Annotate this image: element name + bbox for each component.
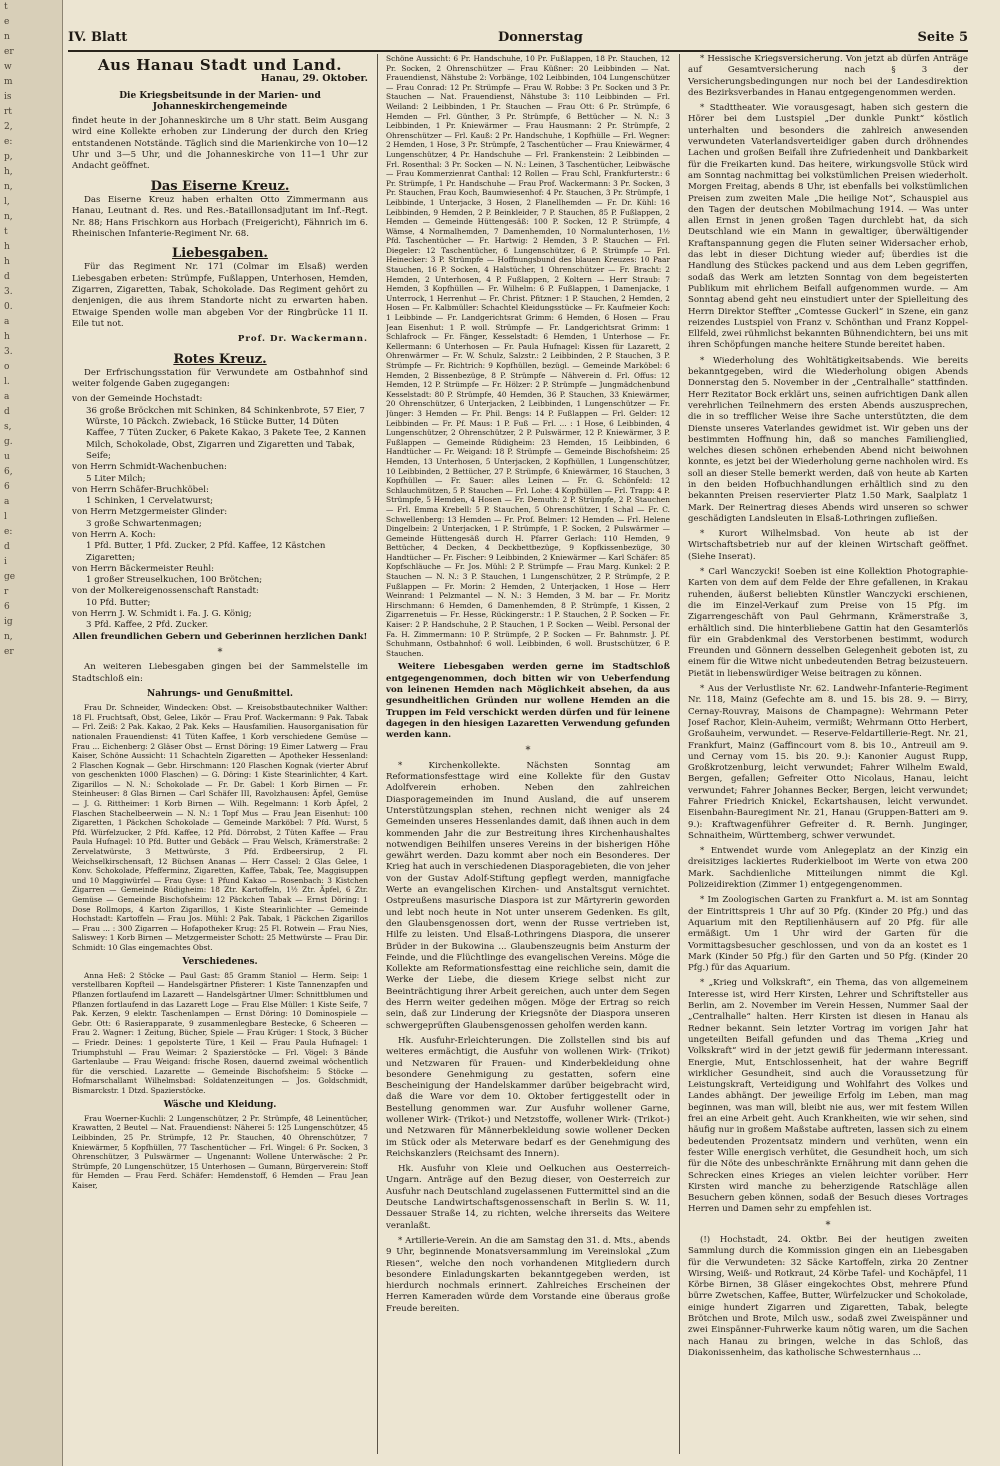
donation-list bbox=[72, 394, 368, 631]
edge-fragment: t bbox=[4, 2, 8, 12]
edge-fragment: r bbox=[4, 587, 9, 597]
sheet-number: IV. Blatt bbox=[68, 30, 128, 45]
article-heading: Rotes Kreuz. bbox=[173, 351, 267, 367]
edge-fragment: l bbox=[4, 512, 7, 522]
edge-fragment: 6 bbox=[4, 602, 10, 612]
article-text: Hk. Ausfuhr-Erleichterungen. Die Zollstellen sind bis auf weiteres ermächtigt, die Ausfuhr von wollenen Wirk- (Trikot) und Netzwaren für Frauen- und Kinderbekleidung ohne besondere Genehmigung zu gestatten, sofern eine Bescheinigung der Handelskammer darüber beigebracht wird, daß die Ware vor dem 10. Oktober fertiggestellt oder in Bestellung genommen war. Zur Ausfuhr wollener Garne, wollener Wirk- (Trikot-) und Netzstoffe, wollener Wirk- (Trikot-) und Netzwaren für Männerbekleidung sowie wollener Decken im Stück oder als Meterware bedarf es der Genehmigung des Reichskanzlers (Reichsamt des Innern). bbox=[386, 1035, 670, 1159]
edge-fragment: w bbox=[4, 62, 12, 72]
article-text: * Hessische Kriegsversicherung. Von jetzt ab dürfen Anträge auf Gesamtversicherung nach § 3 der Versicherungsbedingungen nur noch bei der Landesdirektion des Bezirksverbandes in Hanau entgegengenommen werden. bbox=[688, 54, 968, 98]
edge-fragment: h bbox=[4, 257, 10, 267]
edge-fragment: n, bbox=[4, 632, 13, 642]
article-text: * Im Zoologischen Garten zu Frankfurt a. M. ist am Sonntag der Eintrittspreis 1 Uhr auf 30 Pfg. (Kinder 20 Pfg.) und das Aquarium mit den Reptilienhäusern auf 20 Pfg. für alle ermäßigt. Um 1 Uhr wird der Garten für die Vormittagsbesucher geschlossen, und von da an kostet es 1 Mark (Kinder 50 Pfg.) für den Garten und 50 Pfg. (Kinder 20 Pfg.) für das Aquarium. bbox=[688, 895, 968, 974]
article-heading: Liebesgaben. bbox=[172, 246, 268, 262]
signature: Prof. Dr. Wackermann. bbox=[237, 334, 368, 345]
column-rule bbox=[679, 54, 680, 1454]
edge-fragment: l, bbox=[4, 197, 10, 207]
edge-fragment: a bbox=[4, 392, 10, 402]
edge-fragment: n, bbox=[4, 182, 13, 192]
edge-fragment: er bbox=[4, 47, 14, 57]
article-text: * Wiederholung des Wohltätigkeitsabends. Wie bereits bekanntgegeben, wird die Wiederholung obigen Abends Donnerstag den 5. November in der „Centralhalle“ stattfinden. Herr Rezitator Bock erklärt uns, seinen aufrichtigen Dank allen verehrlichen Teilnehmern des ersten Abends auszusprechen, die in so trefflicher Weise ihre Sache unterstützten, die dem Dienste unseres Vaterlandes gewidmet ist. Wir geben uns der bestimmten Hoffnung hin, daß so manches Familienglied, welches diesen schönen erhebenden Abend nicht beiwohnen konnte, es jetzt bei der Wiederholung gerne nachholen wird. Es soll an dieser Stelle bemerkt werden, daß von heute ab Karten in den beiden Hofbuchhandlungen erhältlich sind zu den bekannten Preisen reservierter Platz 1.50 Mark, Saalplatz 1 Mark. Der Reinertrag dieses Abends wird unseren so schwer geschädigten Landsleuten in Elsaß-Lothringen zufließen. bbox=[688, 355, 968, 524]
edge-fragment: ge bbox=[4, 572, 16, 582]
edge-fragment: n bbox=[4, 32, 10, 42]
article-text: Der Erfrischungsstation für Verwundete am Ostbahnhof sind weiter folgende Gaben zugegangen: bbox=[72, 367, 368, 390]
donation-line: von Herrn Bäckermeister Reuhl: bbox=[72, 563, 215, 574]
edge-fragment: ig bbox=[4, 617, 13, 627]
donation-line: 3 große Schwartenmagen; bbox=[86, 518, 202, 529]
donation-line: 36 große Bröckchen mit Schinken, 84 Schinkenbrote, 57 Eier, 7 Würste, 10 Päckch. Zwieback, 16 Stücke Butter, 14 Düten Kaffee, 7 Tüten Zucker, 6 Pakete Kakao, 3 Pakete Tee, 2 Kannen Milch, Schokolade, Obst, Zigarren und Zigaretten und Tabak, Seife; bbox=[86, 405, 367, 461]
article-text: Das Eiserne Kreuz haben erhalten Otto Zimmermann aus Hanau, Leutnant d. Res. und Res.-Bataillonsadjutant im Inf.-Regt. Nr. 88; Hans Frischkorn aus Horbach (Freigericht), Fähnrich im 6. Rheinischen Infanterie-Regiment Nr. 68. bbox=[72, 194, 368, 239]
donation-line: von Herrn A. Koch: bbox=[72, 529, 156, 540]
donation-line: 1 großer Streuselkuchen, 100 Brötchen; bbox=[86, 575, 263, 586]
article-text: An weiteren Liebesgaben gingen bei der Sammelstelle im Stadtschloß ein: bbox=[72, 662, 368, 684]
column-left bbox=[72, 54, 368, 1454]
adjacent-page-edge bbox=[0, 0, 63, 1466]
edge-fragment: er bbox=[4, 647, 14, 657]
column-rule bbox=[377, 54, 378, 1454]
edge-fragment: 6, bbox=[4, 467, 13, 477]
article-text: (!) Hochstadt, 24. Oktbr. Bei der heutigen zweiten Sammlung durch die Kommission gingen ein an Liebesgaben für die Verwundeten: 32 Säcke Kartoffeln, zirka 20 Zentner Wirsing, Weiß- und Rotkraut, 24 Körbe Tafel- und Kochäpfel, 11 Körbe Birnen, 38 Gläser eingekochtes Obst, mehrere Pfund bürre Zwetschen, Kaffee, Butter, Würfelzucker und Schokolade, einige hundert Zigarren und Zigaretten, Tabak, belegte Brötchen und Brote, Milch usw., sodaß zwei Zweispänner und zwei Einspänner-Fuhrwerke kaum nötig waren, um die Sachen nach Hanau zu bringen, welche in das Schloß, das Diakonissenheim, das katholische Schwesternhaus ... bbox=[688, 1234, 968, 1358]
donation-line: 10 Pfd. Butter; bbox=[86, 597, 151, 608]
donation-line: von Herrn J. W. Schmidt i. Fa. J. G. König; bbox=[72, 609, 252, 620]
edge-fragment: l. bbox=[4, 377, 10, 387]
donation-line: von der Gemeinde Hochstadt: bbox=[72, 394, 203, 405]
subheading: Verschiedenes. bbox=[182, 956, 258, 967]
article-text: Frau Dr. Schneider, Windecken: Obst. — Kreisobstbautechniker Walther: 18 Fl. Fruchtsaft, Obst, Gelee, Likör — Frau Prof. Wackermann: 9 Pak. Tabak — Frl. Zeiß: 2 Pak. Kakao, 2 Pak. Keks — Hausfamilien. Hausorganisation für nationalen Frauendienst: 41 Tüten Kaffee, 1 Korb verschiedene Gemüse — Frau ... Eichenberg: 2 Gläser Obst — Ernst Döring: 19 Eimer Latwerg — Frau Kaiser, Schöne Aussicht: 11 Schachteln Zigaretten — Apotheker Hessenland: 2 Flaschen Kognak — Gebr. Hirschmann: 120 Flaschen Kognak (vierter Abruf von geschenkten 1000 Flaschen) — G. Döring: 1 Kiste Stearinlichter, 4 Kart. Zigarillos — N. N.: Schokolade — Fr. Dr. Gabel: 1 Korb Birnen — Fr. Steinheuser: 8 Glas Birnen — Carl Schäfer III, Ravolzhausen: Äpfel, Gemüse — J. G. Rittheimer: 1 Korb Birnen — Wilh. Regelmann: 1 Korb Äpfel, 2 Flaschen Stachelbeerwein — N. N.: 1 Topf Mus — Frau Jean Eisenhut: 100 Zigaretten, 1 Päckchen Schokolade — Gemeinde Marköbel: 7 Pfd. Wurst, 5 Pfd. Würfelzucker, 2 Pfd. Kaffee, 12 Pfd. Dörrobst, 2 Tüten Kaffee — Frau Paula Hufnagel: 10 Pfd. Butter und Gebäck — Frau Welsch, Krämerstraße: 2 Zervelatwürste, 3 Mettwürste, 3 Pfd. Erdbeersirup, 2 Fl. Weichselkirschensaft, 12 Büchsen Ananas — Herr Cassel: 2 Glas Gelee, 1 Konv. Schokolade, Pfefferminz, Zigaretten, Kaffee, Tabak, Tee, Maggisuppen und 10 Maggiwürfel — Frau Gyse: 1 Pfund Kakao — Rosenbach: 3 Kistchen Zigarren — Gemeinde Rüdigheim: 18 Ztr. Kartoffeln, 1½ Ztr. Äpfel, 6 Ztr. Gemüse — Gemeinde Bischofsheim: 12 Päckchen Tabak — Ernst Döring: 1 Dose Rollmops, 4 Karton Zigarillos, 1 Kiste Stearinlichter — Gemeinde Hochstadt: Kartoffeln — Frau Jos. Mühl: 2 Pak. Tabak, 1 Päckchen Zigarillos — Frau ... : 300 Zigarren — Hofapotheker Krug: 25 Fl. Rotwein — Frau Nies, Saliswey: 1 Korb Birnen — Metzgermeister Schott: 25 Mettwürste — Frau Dir. Schmidt: 10 Glas eingemachtes Obst. bbox=[72, 703, 368, 952]
article-text: Frau Woerner-Kuchli: 2 Lungenschützer, 2 Pr. Strümpfe, 48 Leinentücher, Krawatten, 2 Beutel — Nat. Frauendienst: Näherei 5: 125 Lungenschützer, 45 Leibbinden, 25 Pr. Strümpfe, 12 Pr. Stauchen, 40 Ohrenschützer, 7 Kniewärmer, 5 Kopfhüllen, 77 Taschentücher — Frl. Wingel: 6 Pr. Socken, 3 Ohrenschützer, 3 Pulswärmer — Ungenannt: Wollene Unterwäsche: 2 Pr. Strümpfe, 20 Lungenschützer, 15 Unterhosen — Gumann, Bürgerverein: Stoff für Hemden — Frau Ferd. Schäfer: Hemdenstoff, 6 Hemden — Frau Jean Kaiser, bbox=[72, 1113, 368, 1191]
donation-line: 1 Pfd. Butter, 1 Pfd. Zucker, 2 Pfd. Kaffee, 12 Kästchen Zigaretten; bbox=[86, 541, 326, 563]
donation-line: von der Molkereigenossenschaft Ranstadt: bbox=[72, 586, 259, 597]
edge-fragment: e bbox=[4, 17, 10, 27]
column-right bbox=[688, 54, 968, 1454]
article-text: * „Krieg und Volkskraft“, ein Thema, das von allgemeinem Interesse ist, wird Herr Kirsten, Lehrer und Schriftsteller aus Berlin, am 2. November im Verein Hessen, Nummer Saal der „Centralhalle“ halten. Herr Kirsten ist diesen in Hanau als Redner bekannt. Sein letzter Vortrag im vorigen Jahr hat ungeteilten Beifall gefunden und das Thema „Krieg und Volkskraft“ wird in der jetzt gewiß für jedermann interessant. Energie, Mut, Entschlossenheit, hat der wahre Begriff wirklicher Gesundheit, sind auch die Voraussetzung für Leistungskraft, Verteidigung und Wohlfahrt des Volkes und Landes abhängt. Der jeweilige Erfolg im Leben, man mag beginnen, was man will, bleibt nie aus, wer mit festem Willen frei an eine Arbeit geht. Auch Krankheiten, wie wir sehen, sind häufig nur in großem Maßstabe auftreten, lassen sich zu einem bedeutenden Prozentsatz mindern und verhüten, wenn ein fester Wille energisch verhütet, die Gesundheit hoch, um sich für die Nöte des unbeschränkte Ernährung mit dann gehen die Schrecken eines Krieges an vielen leichter vorüber. Herr Kirsten wird manche zu beherzigende Ratschläge allen Besuchern geben können, sodaß der Besuch dieses Vortrages Herren und Damen sehr zu empfehlen ist. bbox=[688, 978, 968, 1215]
separator: * bbox=[525, 745, 531, 757]
separator: * bbox=[825, 1219, 831, 1231]
separator: * bbox=[217, 646, 223, 658]
edge-fragment: u bbox=[4, 452, 10, 462]
donation-line: von Herrn Schmidt-Wachenbuchen: bbox=[72, 462, 227, 473]
article-text: * Artillerie-Verein. An die am Samstag den 31. d. Mts., abends 9 Uhr, beginnende Monatsversammlung im Vereinslokal „Zum Riesen“, welche den noch vorhandenen Mitgliedern durch besondere Einladungskarten bekanntgegeben werden, ist hierdurch nochmals erinnert. Zahlreiches Erscheinen der Herren Kameraden würde dem Vorstande eine überaus große Freude bereiten. bbox=[386, 1235, 670, 1314]
edge-fragment: is bbox=[4, 92, 12, 102]
edge-fragment: i bbox=[4, 557, 7, 567]
article-text: * Kurort Wilhelmsbad. Von heute ab ist der Wirtschaftsbetrieb nur auf der kleinen Wirtschaft geöffnet. (Siehe Inserat). bbox=[688, 529, 968, 562]
edge-fragment: e: bbox=[4, 527, 13, 537]
edge-fragment: h bbox=[4, 242, 10, 252]
article-text: findet heute in der Johanneskirche um 8 Uhr statt. Beim Ausgang wird eine Kollekte erhoben zur Linderung der durch den Krieg entstandenen Notstände. Täglich sind die Marienkirche von 10—12 Uhr und 3—5 Uhr, und die Johanneskirche von 11—1 Uhr zur Andacht geöffnet. bbox=[72, 116, 368, 172]
article-text: Anna Heß: 2 Stöcke — Paul Gast: 85 Gramm Staniol — Herm. Seip: 1 verstellbaren Kopfteil — Handelsgärtner Pfisterer: 1 Kiste Tannenzapfen und Pflanzen fortlaufend im Lazarett — Handelsgärtner Ulmer: Schnittblumen und Pflanzen fortlaufend in das Lazarett Loge — Frau Else Müller: 1 Kiste Seife, 7 Pak. Kerzen, 9 elektr. Taschenlampen — Ernst Döring: 10 Dominospiele — Gebr. Ott: 6 Rasierapparate, 9 zusammenlegbare Bestecke, 6 Scheeren — Frau 2. Wagner: 1 Zeitung, Bücher, Spiele — Frau Krüger: 1 Stock, 3 Bücher — Friedr. Deines: 1 gepolsterte Türe, 1 Keil — Frau Paula Hufnagel: 1 Triumphstuhl — Frau Weimar: 2 Spazierstöcke — Frl. Vögel: 3 Bände Gartenlaube — Frau Weigand: frische Rosen, dauernd zweimal wöchentlich für die verschied. Lazarette — Gemeinde Bischofsheim: 5 Stöcke — Hofmarschallamt Wilhelmsbad: Soldatenzeitungen — Jos. Goldschmidt, Bismarckstr. 1 Dtzd. Spazierstöcke. bbox=[72, 970, 368, 1095]
article-text: Schöne Aussicht: 6 Pr. Handschuhe, 10 Pr. Fußlappen, 18 Pr. Stauchen, 12 Pr. Socken, 2 Ohrenschützer — Frau Küßner: 20 Leibbinden — Nat. Frauendienst, Nähstube 2: Vorbänge, 102 Leibbinden, 104 Lungenschützer — Frau Conrad: 12 Pr. Strümpfe — Frau W. Robbe: 3 Pr. Socken und 3 Pr. Stauchen — Nat. Frauendienst, Nähstube 3: 110 Leibbinden — Frl. Weiland: 2 Leibbinden, 1 Pr. Stauchen — Frau Ott: 6 Pr. Strümpfe, 6 Hemden — Frl. Günther, 3 Pr. Strümpfe, 6 Bettücher — N. N.: 3 Leibbinden, 1 Pr. Kniewärmer — Frau Hausmann: 2 Pr. Strümpfe, 2 Ohrenschützer — Frl. Kauß: 2 Pr. Handschuhe, 1 Kopfhülle — Frl. Wegner: 2 Hemden, 1 Hose, 3 Pr. Strümpfe, 2 Taschentücher — Frau Kniewärmer, 4 Lungenschützer, 4 Pr. Handschuhe — Frl. Frankenstein: 2 Leibbinden — Frl. Rosenthal: 3 Pr. Socken — N. N.: Leinen, 3 Taschentücher, Leibwäsche — Frau Kommerzienrat Canthal: 12 Rollen — Frau Schl, Frankfurterstr.: 6 Pr. Strümpfe, 1 Pr. Handschuhe — Frau Prof. Wackermann: 3 Pr. Socken, 3 Pr. Stauchen, Frau Koch, Baumwiesenhof: 4 Pr. Stauchen, 3 Pr. Strümpfe, 1 Leibbinde, 1 Unterjacke, 3 Hosen, 2 Flanellhemden — Fr. Dr. Kühl: 16 Leibbinden, 9 Hemden, 2 P. Beinkleider, 7 P. Stauchen, 85 P. Fußlappen, 2 Hemden — Gemeinde Hüttengesäß: 100 P. Socken, 12 P. Strümpfe, 4 Wämse, 4 Normalhemden, 7 Damenhemden, 10 Normalunterhosen, 1½ Pfd. Taschentücher — Fr. Hartwig: 2 Hemden, 3 P. Stauchen — Frl. Diegeler: 12 Taschentücher, 6 Lungenschützer, 6 P. Strümpfe — Frl. Heinecker: 3 P. Strümpfe — Hoffnungsbund des blauen Kreuzes: 10 Paar Stauchen, 16 P. Socken, 4 Halstücher, 1 Ohrenschützer — Fr. Bracht: 2 Hemden, 2 Unterhosen, 4 P. Fußlappen, 2 Koltern — Herr Straub: 7 Hemden, 3 Kopfhüllen — Fr. Wilhelm: 6 P. Fußlappen, 1 Damenjacke, 1 Unterrock, 1 Herrenhut — Fr. Christ. Pfitzner: 1 P. Stauchen, 2 Hemden, 2 Hosen — Fr. Kalbmüller: Schachtel Kleidungsstücke — Fr. Kaufmeier Koch: 1 Leibbinde — Fr. Landgerichtsrat Grimm: 6 Hemden, 6 Hosen — Frau Jean Eisenhut: 1 P. woll. Strümpfe — Fr. Landgerichtsrat Grimm: 1 Schlafrock — Fr. Fänger, Kesselstadt: 6 Hemden, 1 Unterhose — Fr. Kellermann: 6 Unterhosen — Fr. Paula Hufnagel: Kissen für Lazarett, 2 Ohrenwärmer — Fr. W. Schulz, Salzstr.: 2 Leibbinden, 2 P. Stauchen, 3 P. Strümpfe — Fr. Richtrich: 9 Kopfhüllen, bezügl. — Gemeinde Marköbel: 6 Hemden, 2 Bissenbezüge, 8 P. Strümpfe — Nähverein d. Frl. Offus: 12 Hemden, 12 P. Strümpfe — Fr. Hölzer: 2 P. Strümpfe — Jungmädchenbund Kesselstadt: 80 P. Strümpfe, 40 Hemden, 36 P. Stauchen, 33 Kniewärmer, 20 Ohrenschützer, 6 Unterjacken, 2 Leibbinden, 1 Lungenschützer — Fr. Jünger: 3 Hemden — Fr. Phil. Bengs: 14 P. Fußlappen — Frl. Gelder: 12 Leibbinden — Fr. Pf. Maus: 1 P. Fuß — Frl. ... : 1 Hose, 6 Leibbinden, 4 Lungenschützer, 2 Ohrenschützer, 2 P. Pulswärmer, 12 P. Kniewärmer, 3 P. Fußlappen — Gemeinde Rüdigheim: 23 Hemden, 15 Leibbinden, 6 Handtücher — Fr. Weigand: 18 P. Strümpfe — Gemeinde Bischofsheim: 25 Hemden, 13 Unterhosen, 5 Unterjacken, 2 Kopfhüllen, 1 Lungenschützer, 10 Leibbinden, 2 Bettücher, 27 P. Strümpfe, 6 Kniewärmer, 16 Stauchen, 3 Kopfhüllen — Fr. Sauer: alles Leinen — Fr. G. Schönfeld: 12 Schlauchmützen, 5 P. Stauchen — Frl. Lohe: 4 Kopfhüllen — Frl. Trapp: 4 P. Strümpfe, 5 Hemden, 4 Hosen — Fr. Demuth: 2 P. Strümpfe, 2 P. Stauchen — Frl. Emma Krebell: 5 P. Stauchen, 5 Ohrenschützer, 1 Schal — Fr. C. Schwellenberg: 13 Hemden — Fr. Prof. Belmer: 12 Hemden — Frl. Helene Dingelbein: 2 Unterjacken, 1 P. Strümpfe, 1 P. Socken, 2 Pulswärmer — Gemeinde Hüttengesäß durch H. Pfarrer Gerlach: 110 Hemden, 9 Bettücher, 4 Decken, 4 Deckbettbezüge, 9 Kopfkissenbezüge, 30 Handtücher — Fr. Fischer: 9 Leibbinden, 2 Kniewärmer — Karl Schäfer: 85 Kopfschläuche — Fr. Jos. Mühl: 2 P. Strümpfe — Frau Marg. Kunkel: 2 P. Stauchen — N. N.: 3 P. Stauchen, 1 Lungenschützer, 2 P. Strümpfe, 2 P. Fußlappen — Fr. Morin: 2 Hemden, 2 Unterjacken, 1 Hose — Herr Weinrand: 1 Pelzmantel — N. N.: 3 Hemden, 3 M. bar — Fr. Moritz Hirschmann: 6 Hemden, 6 Damenhemden, 8 P. Strümpfe, 1 Kissen, 2 Zigarrenetuis — Fr. Hesse, Rückingerstr.: 1 P. Stauchen, 2 P. Socken — Fr. Kaiser: 2 P. Handschuhe, 2 P. Stauchen, 1 P. Socken — Weibl. Personal der Fa. H. Zimmermann: 10 P. Strümpfe, 2 P. Socken — Fr. Bahnmstr. J. Pf. Schuhmann, Ostbahnhof: 6 woll. Leibbinden, 6 woll. Brustschützer, 6 P. Stauchen. bbox=[386, 54, 670, 658]
article-text: * Aus der Verlustliste Nr. 62. Landwehr-Infanterie-Regiment Nr. 118, Mainz (Gefechte am 8. und 15. bis 28. 9. — Birry, Cernay-Rouvray, Maisons de Champagne): Wehrmann Peter Josef Rachor, Klein-Auheim, vermißt; Wehrmann Otto Herbert, Großauheim, verwundet. — Reserve-Feldartillerie-Regt. Nr. 21, Frankfurt, Mainz (Gaffincourt vom 8. bis 10., Antreuil am 9. und Cernay vom 15. bis 20. 9.): Kanonier August Rupp, Großkrotzenburg, leicht verwundet; Fahrer Wilhelm Ewald, Bergen, gefallen; Gefreiter Otto Nicolaus, Hanau, leicht verwundet; Fahrer Johannes Becker, Bergen, leicht verwundet; Fahrer Friedrich Knickel, Eckartshausen, leicht verwundet. Eisenbahn-Bauregiment Nr. 21, Hanau (Gruppen-Batteri am 9. 9.): Kraftwagenführer Gefreiter d. R. Bernh. Junginger, Schnaitheim, Württemberg, schwer verwundet. bbox=[688, 684, 968, 841]
column-middle bbox=[386, 54, 670, 1454]
donation-line: 5 Liter Milch; bbox=[86, 473, 146, 484]
article-text: * Carl Wanczycki! Soeben ist eine Kollektion Photographie-Karten von dem auf dem Felde der Ehre gefallenen, in Krakau ruhenden, äußerst beliebten Künstler Wanczycki erschienen, die im Einzel-Verkauf zum Preise von 15 Pfg. im Zigarrengeschäft von Paul Gehrmann, Krämerstraße 3, erhältlich sind. Die hinterbliebene Gattin hat den Gesamterlös für ein Grabdenkmal des Verstorbenen bestimmt, wodurch Freunden und Gönnern desselben Gelegenheit geboten ist, zu einem für die Witwe nicht unbedeutenden Betrag beizusteuern. Pietät in liebenswürdiger Weise beitragen zu können. bbox=[688, 567, 968, 679]
weekday: Donnerstag bbox=[498, 30, 583, 45]
edge-fragment: 3. bbox=[4, 287, 13, 297]
edge-fragment: m bbox=[4, 77, 13, 87]
edge-fragment: 0. bbox=[4, 302, 13, 312]
thanks-line: Allen freundlichen Gebern und Geberinnen herzlichen Dank! bbox=[72, 631, 368, 642]
edge-fragment: 3. bbox=[4, 347, 13, 357]
edge-fragment: e: bbox=[4, 137, 13, 147]
donation-line: 1 Schinken, 1 Cervelatwurst; bbox=[86, 496, 214, 507]
edge-fragment: s, bbox=[4, 422, 12, 432]
edge-fragment: p, bbox=[4, 152, 13, 162]
edge-fragment: o bbox=[4, 362, 10, 372]
edge-fragment: a bbox=[4, 317, 10, 327]
edge-fragment: 2, bbox=[4, 122, 13, 132]
donation-line: 3 Pfd. Kaffee, 2 Pfd. Zucker. bbox=[86, 620, 209, 631]
edge-fragment: 6 bbox=[4, 482, 10, 492]
article-heading: Die Kriegsbeitsunde in der Marien- und Johanneskirchengemeinde bbox=[119, 90, 321, 112]
page-header bbox=[68, 28, 968, 52]
article-text: Weitere Liebesgaben werden gerne im Stadtschloß entgegengenommen, doch bitten wir von Ueberfendung von leinenen Hemden nach Möglichkeit absehen, da aus gesundheitlichen Gründen nur wollene Hemden an die Truppen im Feld verschickt werden dürfen und für leinene dagegen in den hiesigen Lazaretten Verwendung gefunden werden kann. bbox=[386, 662, 670, 741]
edge-fragment: a bbox=[4, 497, 10, 507]
article-text: Hk. Ausfuhr von Kleie und Oelkuchen aus Oesterreich-Ungarn. Anträge auf den Bezug dieser, von Oesterreich zur Ausfuhr nach Deutschland zugelassenen Futtermittel sind an die Deutsche Landwirtschaftsgenossenschaft in Berlin S. W. 11, Dessauer Straße 14, zu richten, welche ihrerseits das Weitere veranlaßt. bbox=[386, 1164, 670, 1231]
dateline: Hanau, 29. Oktober. bbox=[260, 73, 368, 85]
edge-fragment: d bbox=[4, 407, 10, 417]
edge-fragment: d bbox=[4, 542, 10, 552]
donation-line: von Herrn Metzgermeister Glinder: bbox=[72, 507, 228, 518]
edge-fragment: h bbox=[4, 332, 10, 342]
donation-line: von Herrn Schäfer-Bruchköbel: bbox=[72, 484, 209, 495]
page-number: Seite 5 bbox=[917, 30, 968, 45]
article-text: * Stadttheater. Wie vorausgesagt, haben sich gestern die Hörer bei dem Lustspiel „Der dunkle Punkt“ köstlich unterhalten und besonders die zahlreich anwesenden verwundeten Vaterlandsverteidiger gaben durch dröhnendes Lachen und großen Beifall ihre Zufriedenheit und Dankbarkeit für die Freikarten kund. Das heitere, wirkungsvolle Stück wird am Sonntag nachmittag bei volkstümlichen Preisen wiederholt. Morgen Freitag, abends 8 Uhr, ist ebenfalls bei volkstümlichen Preisen zum zweiten Male „Die heilige Not“, Schauspiel aus den Tagen der deutschen Mobilmachung 1914. — Was unter allen Ernst in jenen großen Tagen durchlebt hat, da sich Deutschland wie ein Mann in gewaltiger, überwältigender Kraftanspannung gegen die Fluten seiner Widersacher erhob, das lebt in dieser Dichtung wieder auf; überdies ist die Handlung des Stückes packend und aus dem Leben gegriffen, sodaß das Werk am letzten Sonntag von dem begeisterten Publikum mit ehrlichem Beifall aufgenommen wurde. — Am Sonntag abend geht neu einstudiert unter der Spielleitung des Herrn Direktor Steffter „Comtesse Guckerl“ in Szene, ein ganz reizendes Lustspiel von Franz v. Schönthan und Franz Koppel-Ellfeld, zwei rühmlichst bekannten Bühnendichtern, bei uns mit ihren Schöpfungen manche heitere Stunde bereitet haben. bbox=[688, 103, 968, 351]
article-text: Für das Regiment Nr. 171 (Colmar im Elsaß) werden Liebesgaben erbeten: Strümpfe, Fußlappen, Unterhosen, Hemden, Zigarren, Zigaretten, Tabak, Schokolade. Das Regiment gehört zu denjenigen, die aus ihrem Standorte nicht zu erwarten haben. Etwaige Spenden wolle man abgeben Vor der Ringbrücke 11 II. Eile tut not. bbox=[72, 262, 368, 329]
article-heading: Das Eiserne Kreuz. bbox=[150, 178, 290, 194]
edge-fragment: rt bbox=[4, 107, 12, 117]
article-text: * Kirchenkollekte. Nächsten Sonntag am Reformationsfesttage wird eine Kollekte für den Gustav Adolfverein erhoben. Neben den zahlreichen Diasporagemeinden im Inund Ausland, die auf unserem Unterstützungsplan stehen, rechnen nicht weniger als 24 Gemeinden unseres Hessenlandes damit, daß ihnen auch in dem kommenden Jahr die zur Bestreitung ihres Kirchenhaushaltes notwendigen Beihilfen unseres Vereins in der bisherigen Höhe gewährt werden. Dazu kommt aber noch ein Besonderes. Der Krieg hat auch in verschiedenen Diasporagebieten, die von jeher von der Gustav Adolf-Stiftung gepflegt werden, mannigfache Werte an evangelischen Kirchen- und Anstaltsgut vernichtet. Ostpreußens masurische Diaspora ist zur Märtyrerin geworden und lebt noch heute in Not unter unserem Gedenken. Es gilt, den Glaubensgenossen dort, wenn der Russe vertrieben ist, Hilfe zu leisten. Und Elsaß-Lothringens Diaspora, die unserer Brüder in der Bukowina ... Glaubenszeugnis beim Ansturm der Feinde, und die Flüchtlinge des evangelischen Vereins. Möge die Kollekte am Reformationsfesttag eine reichliche sein, damit die Werke der Liebe, die diesem Kriege selbst nicht zur Beeinträchtigung ihrer Arbeit gereichen, auch unter dem Segen des Herrn weiter gedeihen mögen. Möge der Ertrag so reich sein, daß zur Linderung der Kriegsnöte der Diaspora unseren schwergeprüften Glaubensgenossen geholfen werden kann. bbox=[386, 760, 670, 1031]
edge-fragment: h, bbox=[4, 167, 13, 177]
edge-fragment: g. bbox=[4, 437, 13, 447]
section-title: Aus Hanau Stadt und Land. bbox=[98, 56, 342, 74]
edge-fragment: n, bbox=[4, 212, 13, 222]
article-text: * Entwendet wurde vom Anlegeplatz an der Kinzig ein dreisitziges lackiertes Ruderkielboot im Werte von etwa 200 Mark. Sachdienliche Mitteilungen nimmt die Kgl. Polizeidirektion (Zimmer 1) entgegengenommen. bbox=[688, 846, 968, 891]
subheading: Nahrungs- und Genußmittel. bbox=[146, 688, 294, 699]
subheading: Wäsche und Kleidung. bbox=[163, 1099, 277, 1110]
edge-fragment: t bbox=[4, 227, 8, 237]
edge-fragment: d bbox=[4, 272, 10, 282]
